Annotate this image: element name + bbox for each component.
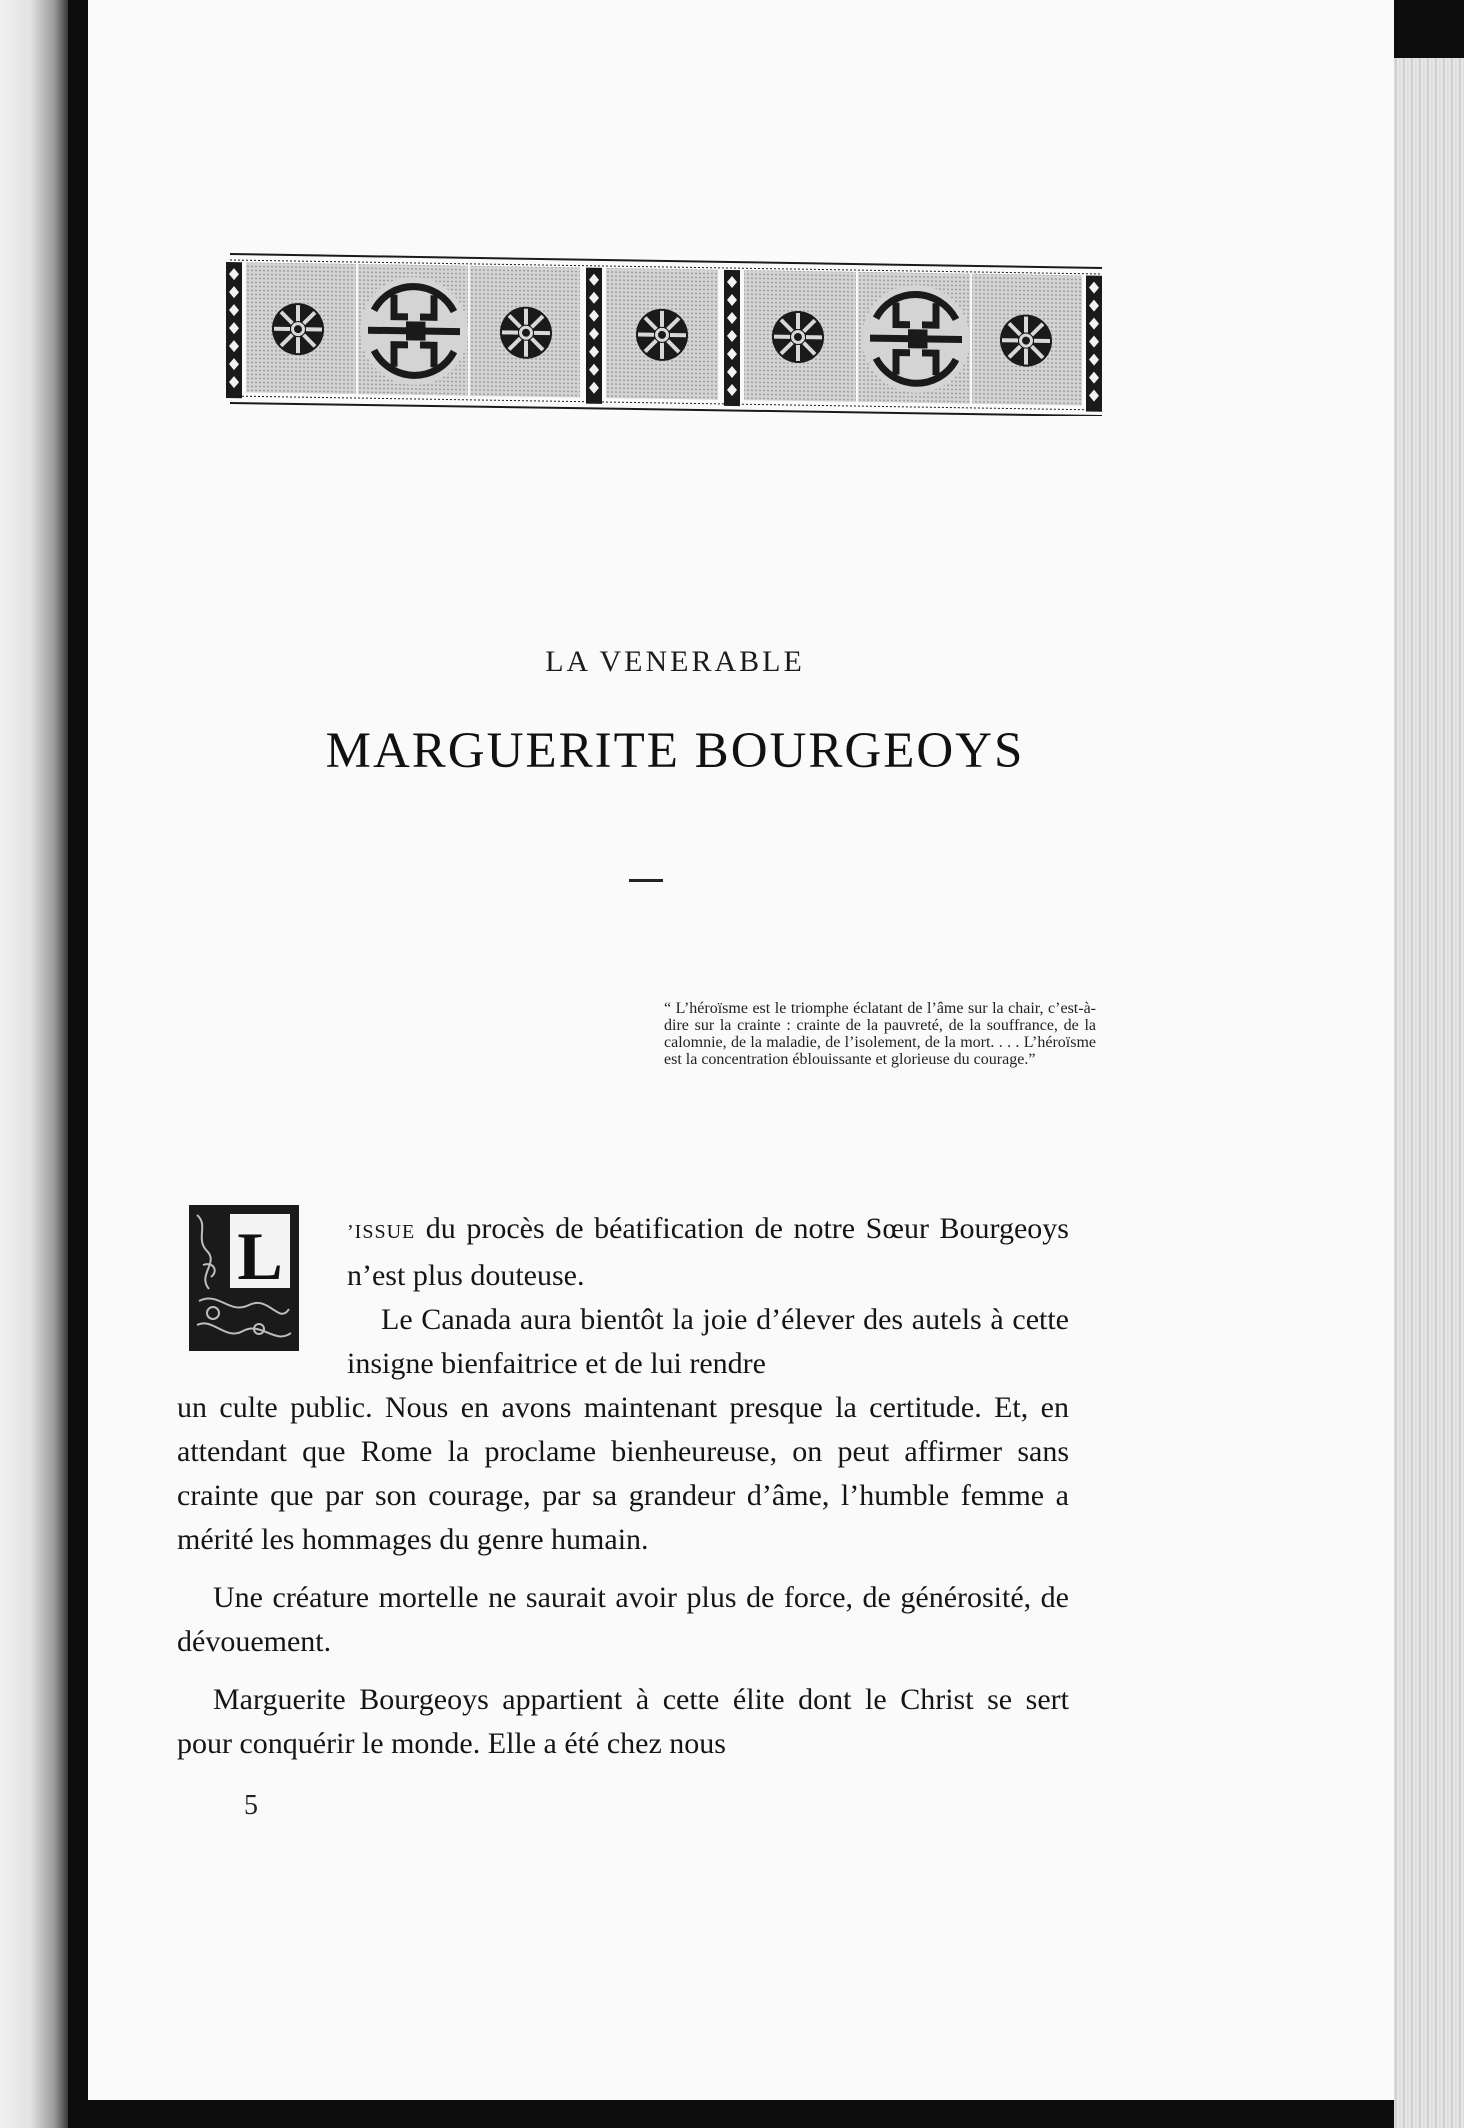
paragraph-3: Une créature mortelle ne saurait avoir plus de force, de générosité, de dévouement. [177,1581,1069,1658]
page-stack-edge [1394,58,1464,2128]
paragraph-1-text: du procès de béatification de notre Sœur Bourgeoys n’est plus douteuse. [347,1212,1069,1292]
body-text [177,1207,1069,1766]
paragraph-2-intro: Le Canada aura bientôt la joie d’élever des autels à cette insigne bienfaitrice et de lui rendre [347,1303,1069,1380]
facing-page-edge [0,0,68,2128]
page-number: 5 [244,1790,258,1821]
paragraph-1 [347,1207,1069,1298]
opening-small-caps: ’ISSUE [347,1221,416,1243]
ornamental-header-band [226,248,1106,416]
series-title: LA VENERABLE [545,645,805,678]
paragraph-4: Marguerite Bourgeoys appartient à cette élite dont le Christ se sert pour conquérir le monde. Elle a été chez nous [177,1683,1069,1760]
paragraph-2-continued: un culte public. Nous en avons maintenant presque la certitude. Et, en attendant que Rome la proclame bienheureuse, on peut affirmer sans crainte que par son courage, par sa grandeur d’âme, l’humble femme a mérité les hommages du genre humain. [177,1391,1069,1556]
drop-cap-letter: L [237,1218,283,1294]
title-divider-rule [629,879,663,882]
epigraph-quote: “ L’héroïsme est le triomphe éclatant de l’âme sur la chair, c’est-à-dire sur la crainte : crainte de la pauvreté, de la souffrance, de la calomnie, de la maladie, de l’isolement, de la mort. . . . L’héroïsme est la concentration éblouissante et glorieuse du courage.” [664,1000,1096,1068]
chapter-title: MARGUERITE BOURGEOYS [325,723,1025,779]
